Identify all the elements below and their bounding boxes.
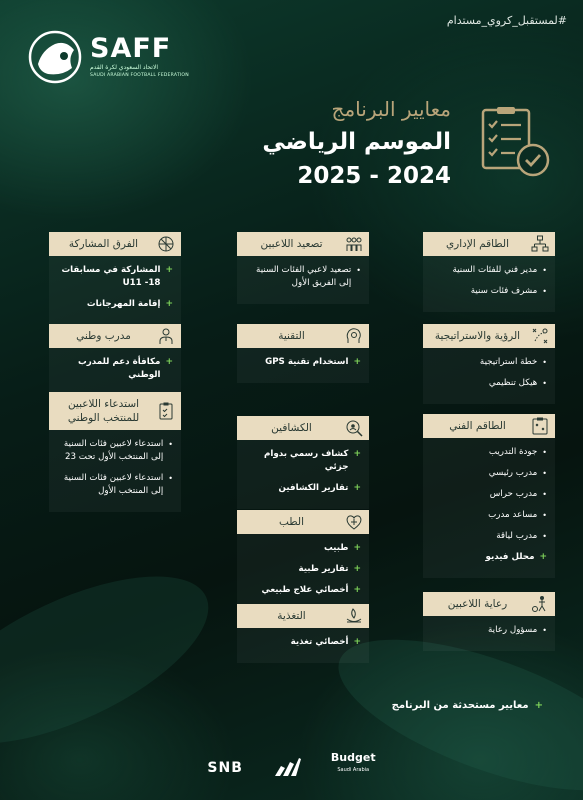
list-item: [243, 636, 361, 657]
logo-arabic: الاتحاد السعودي لكرة القدم: [90, 64, 159, 71]
bullet-icon: •: [542, 287, 547, 296]
hashtag: #لمستقبل_كروي_مستدام: [446, 14, 567, 27]
list-item: [429, 551, 547, 572]
bullet-icon: •: [542, 626, 547, 635]
plus-icon: +: [539, 552, 547, 562]
bullet-icon: •: [542, 266, 547, 275]
list-item: [55, 356, 173, 390]
list-item-text: مسؤول رعاية: [488, 625, 538, 635]
card-title: مدرب وطني: [76, 330, 131, 342]
card-admin-staff: [423, 232, 555, 312]
coach-icon: [157, 327, 175, 345]
card-player-care: [423, 592, 555, 651]
card-technical-staff: [423, 414, 555, 578]
plus-icon: +: [353, 564, 361, 574]
sponsor-budget: [331, 752, 376, 776]
list-item-text: مدرب رئيسي: [488, 468, 538, 478]
list-item-text: هيكل تنظيمي: [488, 378, 538, 388]
card-vision-strategy: [423, 324, 555, 404]
list-item-text: مدرب لياقة: [496, 531, 538, 541]
tactics-icon: [531, 327, 549, 345]
clipboard-icon: [157, 402, 175, 420]
card-participating-teams: [49, 232, 181, 325]
plus-icon: +: [353, 449, 361, 459]
list-item-text: أخصائي علاج طبيعي: [261, 585, 349, 595]
plus-icon: +: [353, 483, 361, 493]
list-item-text: جودة التدريب: [488, 447, 538, 457]
bullet-icon: •: [542, 379, 547, 388]
football-logo-icon: [28, 30, 82, 84]
participating-teams-icon: [157, 235, 175, 253]
plus-icon: +: [353, 357, 361, 367]
list-item: [243, 542, 361, 563]
bullet-icon: •: [168, 474, 173, 483]
list-item-text: مدير فني للفئات السنية: [452, 265, 538, 275]
list-item: [429, 624, 547, 645]
list-item: [429, 467, 547, 488]
team-icon: [345, 235, 363, 253]
card-title: الطب: [278, 516, 305, 528]
player-care-icon: [531, 595, 549, 613]
card-title: التقنية: [278, 330, 305, 342]
bullet-icon: •: [542, 511, 547, 520]
list-item-text: أخصائي تغذية: [290, 637, 349, 647]
list-item: [243, 356, 361, 377]
list-item-text: مشرف فئات سنية: [470, 286, 538, 296]
org-chart-icon: [531, 235, 549, 253]
card-player-promotion: [237, 232, 369, 304]
list-item: [429, 488, 547, 509]
bullet-icon: •: [542, 469, 547, 478]
card-technology: [237, 324, 369, 383]
list-item: [429, 530, 547, 551]
plus-icon: +: [534, 700, 543, 711]
list-item-text: مدرب حراس: [489, 489, 538, 499]
list-item: [243, 584, 361, 605]
list-item-text: كشاف رسمي بدوام جزئي: [263, 449, 349, 472]
list-item-text: مكافأة دعم للمدرب الوطني: [78, 357, 161, 380]
plus-icon: +: [353, 637, 361, 647]
bullet-icon: •: [356, 266, 361, 275]
list-item-text: مساعد مدرب: [488, 510, 538, 520]
tactics-board-icon: [531, 417, 549, 435]
list-item-text: طبيب: [323, 543, 349, 553]
list-item: [243, 448, 361, 482]
list-item: [429, 264, 547, 285]
sponsor-snb: SNB: [207, 760, 243, 776]
budget-region: Saudi Arabia: [337, 767, 370, 773]
card-title: الطاقم الفني: [449, 420, 506, 432]
list-item: [429, 285, 547, 306]
card-nutrition: [237, 604, 369, 663]
nutrition-icon: [345, 607, 363, 625]
card-title: التغذية: [277, 610, 306, 622]
card-national-team-callup: [49, 392, 181, 512]
list-item: [55, 438, 173, 472]
new-criteria-text: معايير مستحدثة من البرنامج: [391, 700, 529, 711]
adidas-logo-icon: [273, 756, 301, 776]
card-medical: [237, 510, 369, 611]
bullet-icon: •: [168, 440, 173, 449]
plus-icon: +: [353, 543, 361, 553]
list-item: [429, 377, 547, 398]
bullet-icon: •: [542, 358, 547, 367]
card-title: الكشافين: [271, 422, 312, 434]
new-criteria-legend: [392, 700, 543, 711]
list-item-text: إقامة المهرجانات: [86, 299, 161, 309]
budget-name: Budget: [330, 751, 376, 764]
logo-wordmark: SAFF: [90, 33, 172, 64]
plus-icon: +: [353, 585, 361, 595]
bullet-icon: •: [542, 448, 547, 457]
card-title: استدعاء اللاعبين للمنتخب الوطني: [67, 398, 140, 424]
card-title: الطاقم الإداري: [445, 238, 510, 250]
bullet-icon: •: [542, 490, 547, 499]
list-item: [243, 563, 361, 584]
sponsors: [0, 752, 583, 776]
page-title: [262, 94, 451, 192]
list-item: [55, 264, 173, 298]
list-item-text: استخدام تقنية GPS: [265, 357, 349, 367]
saff-logo: [28, 30, 189, 84]
card-title: الرؤية والاستراتيجية: [434, 330, 521, 342]
logo-english: SAUDI ARABIAN FOOTBALL FEDERATION: [90, 73, 189, 78]
list-item: [243, 482, 361, 503]
list-item-text: خطة استراتيجية: [479, 357, 538, 367]
list-item: [55, 472, 173, 506]
card-title: رعاية اللاعبين: [447, 598, 508, 610]
card-title: الفرق المشاركة: [68, 238, 139, 250]
card-national-coach: [49, 324, 181, 396]
list-item: [429, 509, 547, 530]
gear-head-icon: [345, 327, 363, 345]
card-scouts: [237, 416, 369, 509]
medical-icon: [345, 513, 363, 531]
scout-icon: [345, 419, 363, 437]
list-item: [55, 298, 173, 319]
title-season: 2025 - 2024: [297, 163, 451, 189]
list-item: [243, 264, 361, 298]
list-item-text: المشاركة في مسابقات U11 -18: [61, 265, 161, 288]
title-line2: الموسم الرياضي: [262, 129, 451, 155]
card-title: تصعيد اللاعبين: [260, 238, 323, 250]
list-item-text: استدعاء لاعبين فئات السنية إلى المنتخب الأول: [63, 473, 164, 496]
checklist-icon: [479, 106, 551, 180]
background-swoosh: [0, 542, 231, 778]
plus-icon: +: [165, 265, 173, 275]
list-item-text: استدعاء لاعبين فئات السنية إلى المنتخب الأول تحت 23: [63, 439, 164, 462]
list-item-text: تقارير الكشافين: [278, 483, 349, 493]
title-line1: معايير البرنامج: [331, 97, 451, 121]
list-item: [429, 356, 547, 377]
plus-icon: +: [165, 299, 173, 309]
list-item-text: تصعيد لاعبي الفئات السنية إلى الفريق الأول: [256, 265, 352, 288]
bullet-icon: •: [542, 532, 547, 541]
list-item: [429, 446, 547, 467]
plus-icon: +: [165, 357, 173, 367]
list-item-text: محلل فيديو: [485, 552, 535, 562]
list-item-text: تقارير طبية: [298, 564, 349, 574]
